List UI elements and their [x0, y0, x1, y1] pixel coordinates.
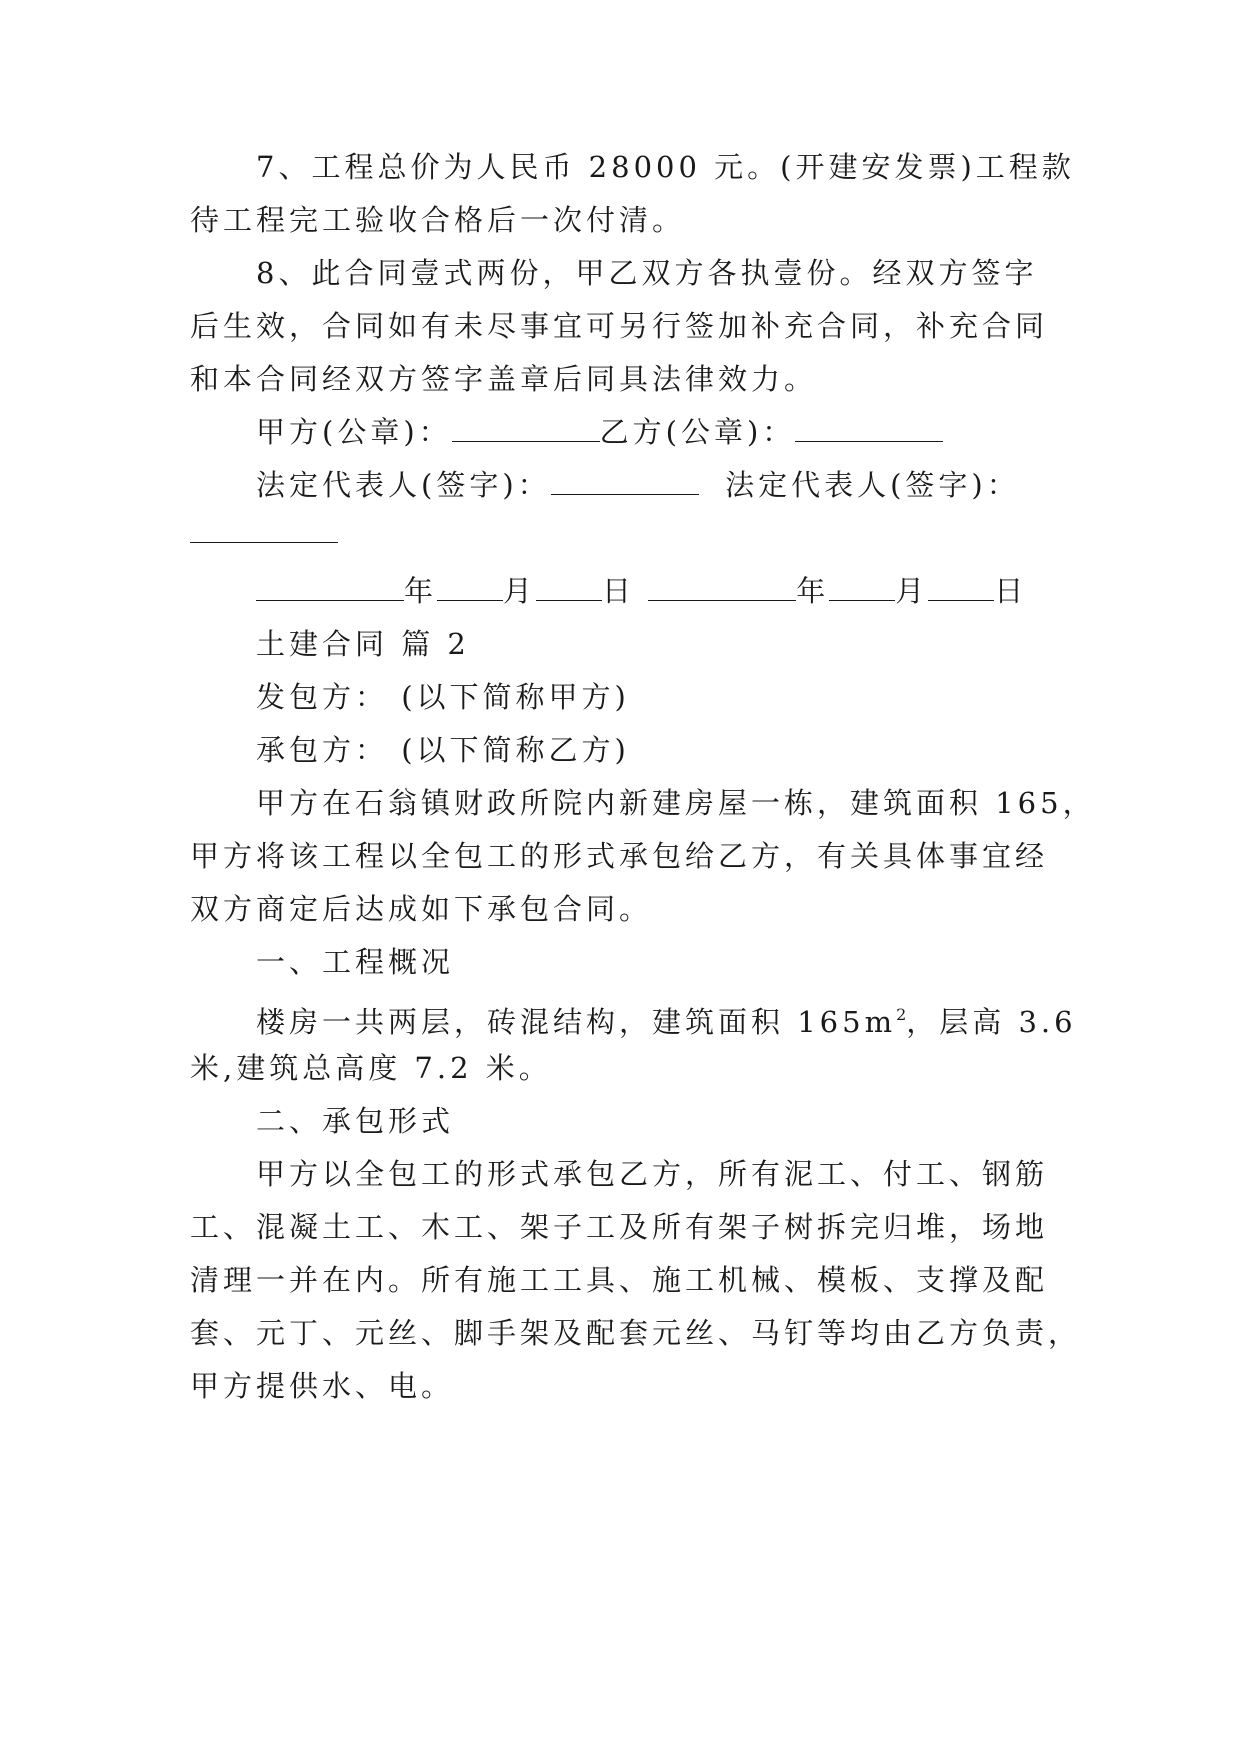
date-a-day-label: 日: [602, 574, 636, 608]
date-b-month-label: 月: [895, 574, 929, 608]
intro-line-3: 双方商定后达成如下承包合同。: [190, 892, 653, 926]
intro-line-2: 甲方将该工程以全包工的形式承包给乙方，有关具体事宜经: [190, 839, 1049, 873]
contractor-label: 发包方：: [256, 680, 389, 714]
seal-signature-row: [256, 412, 943, 452]
form-line-4: 套、元丁、元丝、脚手架及配套元丝、马钉等均由乙方负责，: [190, 1316, 1082, 1350]
contractor-row: [256, 677, 630, 717]
party-b-seal-blank: [795, 415, 943, 442]
form-line-5: 甲方提供水、电。: [190, 1369, 455, 1403]
heading-project-overview: 一、工程概况: [256, 945, 455, 979]
rep-b-label: 法定代表人(签字)：: [725, 468, 1020, 502]
date-b-year-blank: [648, 574, 796, 601]
subcontractor-row: [256, 730, 630, 770]
form-line-3: 清理一并在内。所有施工工具、施工机械、模板、支撑及配: [190, 1263, 1049, 1297]
rep-b-blank: [190, 541, 338, 543]
form-line-2: 工、混凝土工、木工、架子工及所有架子树拆完归堆，场地: [190, 1210, 1049, 1244]
overview-line-1: [256, 995, 1077, 1042]
date-b-day-blank: [928, 574, 994, 601]
section-2-title: 土建合同 篇 2: [256, 627, 470, 661]
date-b-day-label: 日: [994, 574, 1028, 608]
paragraph-8-line-1: 8、此合同壹式两份，甲乙双方各执壹份。经双方签字: [256, 256, 1038, 290]
paragraph-8-line-2: 后生效，合同如有未尽事宜可另行签加补充合同，补充合同: [190, 309, 1049, 343]
date-a-month-blank: [437, 574, 503, 601]
overview-text-a: 楼房一共两层，砖混结构，建筑面积 165m: [256, 1005, 897, 1039]
overview-text-b: ，层高 3.6: [906, 1005, 1077, 1039]
date-a-year-blank: [256, 574, 404, 601]
paragraph-7-line-1: 7、工程总价为人民币 28000 元。(开建安发票)工程款: [256, 150, 1075, 184]
representative-signature-row: [256, 465, 1020, 505]
rep-a-label: 法定代表人(签字)：: [256, 468, 551, 502]
date-row: [256, 571, 1027, 611]
date-b-year-label: 年: [796, 574, 830, 608]
party-a-seal-blank: [452, 415, 600, 442]
subcontractor-label: 承包方：: [256, 733, 389, 767]
heading-contract-form: 二、承包形式: [256, 1104, 455, 1138]
form-line-1: 甲方以全包工的形式承包乙方，所有泥工、付工、钢筋: [256, 1157, 1049, 1191]
party-a-seal-label: 甲方(公章)：: [256, 415, 452, 449]
contractor-note: (以下简称甲方): [401, 680, 630, 714]
paragraph-7-line-2: 待工程完工验收合格后一次付清。: [190, 203, 686, 237]
paragraph-8-line-3: 和本合同经双方签字盖章后同具法律效力。: [190, 362, 818, 396]
overview-line-2: 米,建筑总高度 7.2 米。: [190, 1051, 552, 1085]
rep-a-blank: [551, 468, 699, 495]
subcontractor-note: (以下简称乙方): [401, 733, 630, 767]
date-a-month-label: 月: [503, 574, 537, 608]
party-b-seal-label: 乙方(公章)：: [599, 415, 796, 449]
area-unit-superscript: 2: [896, 1005, 907, 1024]
intro-line-1: 甲方在石翁镇财政所院内新建房屋一栋，建筑面积 165，: [256, 786, 1096, 820]
date-b-month-blank: [829, 574, 895, 601]
date-a-year-label: 年: [404, 574, 438, 608]
date-a-day-blank: [536, 574, 602, 601]
